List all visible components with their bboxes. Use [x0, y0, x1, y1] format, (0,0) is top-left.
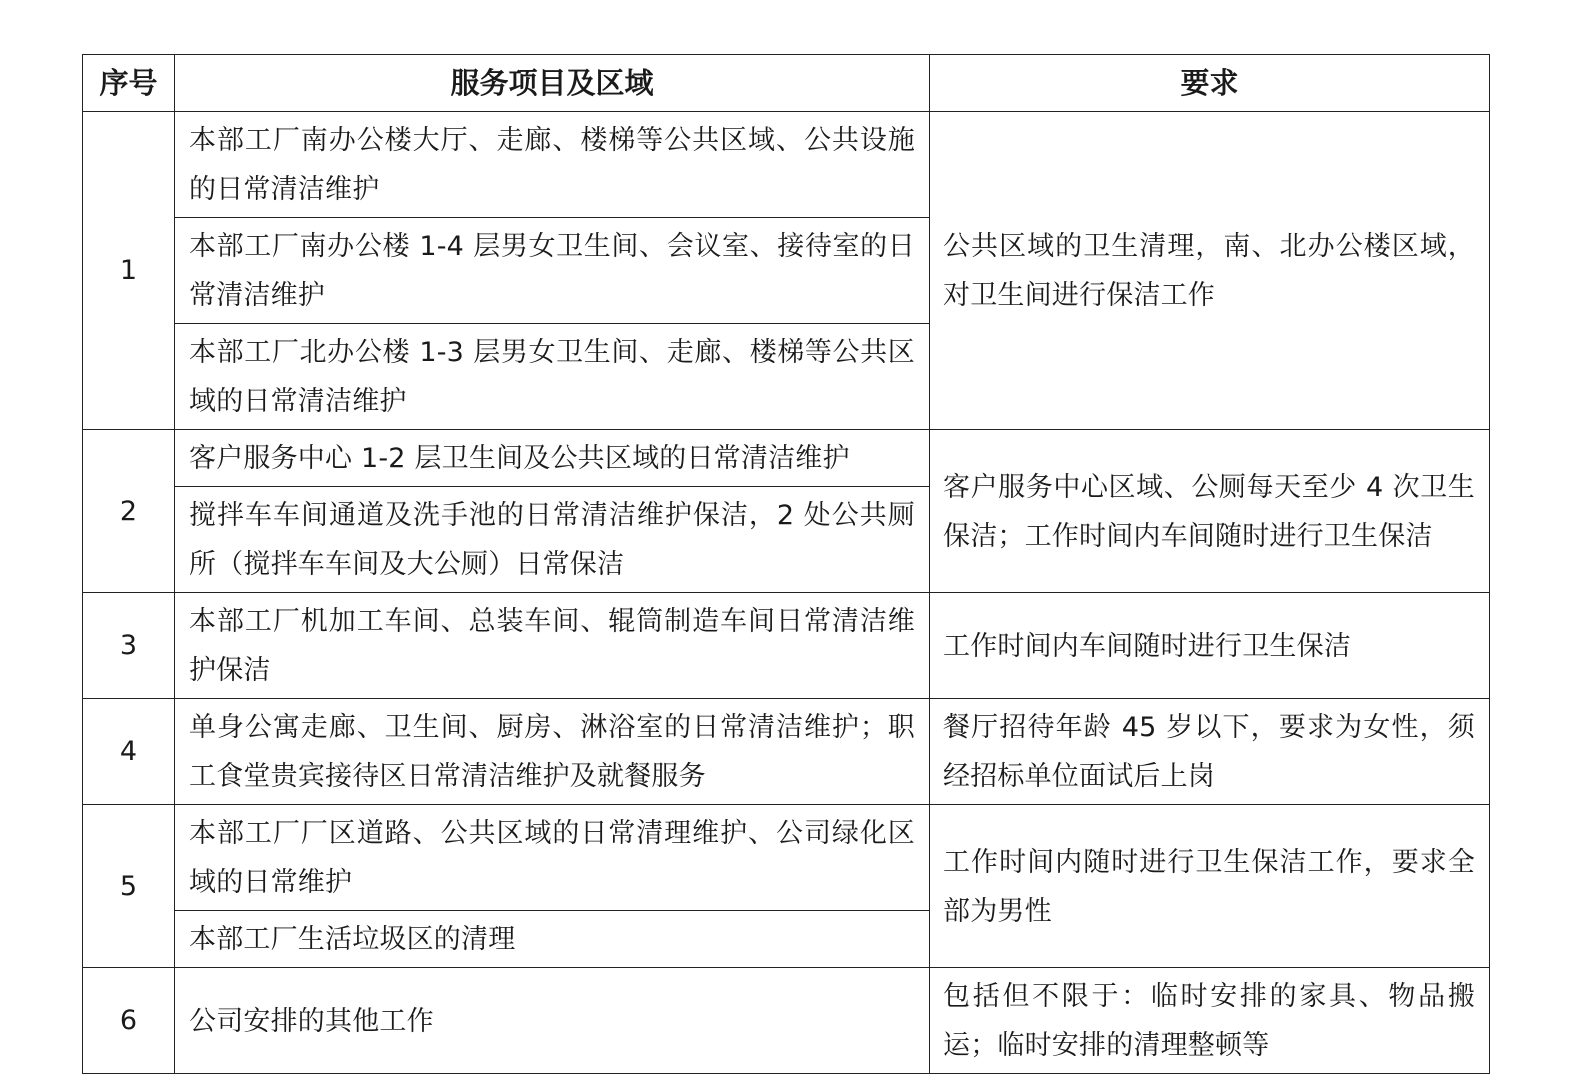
- item-cell: 本部工厂机加工车间、总装车间、辊筒制造车间日常清洁维护保洁: [175, 593, 930, 699]
- header-seq: 序号: [83, 55, 175, 112]
- seq-cell: 1: [83, 112, 175, 430]
- requirement-cell: 公共区域的卫生清理，南、北办公楼区域，对卫生间进行保洁工作: [930, 112, 1490, 430]
- item-cell: 本部工厂南办公楼大厅、走廊、楼梯等公共区域、公共设施的日常清洁维护: [175, 112, 930, 218]
- requirement-cell: 工作时间内车间随时进行卫生保洁: [930, 593, 1490, 699]
- item-cell: 本部工厂生活垃圾区的清理: [175, 911, 930, 968]
- seq-cell: 6: [83, 968, 175, 1074]
- table-row: [83, 593, 1490, 699]
- requirement-cell: 餐厅招待年龄 45 岁以下，要求为女性，须经招标单位面试后上岗: [930, 699, 1490, 805]
- table-row: [83, 968, 1490, 1074]
- header-item: 服务项目及区域: [175, 55, 930, 112]
- table-row: [83, 430, 1490, 487]
- item-cell: 单身公寓走廊、卫生间、厨房、淋浴室的日常清洁维护；职工食堂贵宾接待区日常清洁维护及就餐服务: [175, 699, 930, 805]
- header-requirement: 要求: [930, 55, 1490, 112]
- item-cell: 客户服务中心 1-2 层卫生间及公共区域的日常清洁维护: [175, 430, 930, 487]
- requirement-cell: 客户服务中心区域、公厕每天至少 4 次卫生保洁；工作时间内车间随时进行卫生保洁: [930, 430, 1490, 593]
- item-cell: 搅拌车车间通道及洗手池的日常清洁维护保洁，2 处公共厕所（搅拌车车间及大公厕）日常保洁: [175, 487, 930, 593]
- header-row: [83, 55, 1490, 112]
- item-cell: 本部工厂南办公楼 1-4 层男女卫生间、会议室、接待室的日常清洁维护: [175, 218, 930, 324]
- requirement-cell: 包括但不限于：临时安排的家具、物品搬运；临时安排的清理整顿等: [930, 968, 1490, 1074]
- item-cell: 本部工厂北办公楼 1-3 层男女卫生间、走廊、楼梯等公共区域的日常清洁维护: [175, 324, 930, 430]
- seq-cell: 3: [83, 593, 175, 699]
- table-row: [83, 805, 1490, 911]
- requirement-cell: 工作时间内随时进行卫生保洁工作，要求全部为男性: [930, 805, 1490, 968]
- seq-cell: 2: [83, 430, 175, 593]
- seq-cell: 5: [83, 805, 175, 968]
- table-row: [83, 699, 1490, 805]
- item-cell: 本部工厂厂区道路、公共区域的日常清理维护、公司绿化区域的日常维护: [175, 805, 930, 911]
- item-cell: 公司安排的其他工作: [175, 968, 930, 1074]
- seq-cell: 4: [83, 699, 175, 805]
- service-table: [82, 54, 1490, 1074]
- table-row: [83, 112, 1490, 218]
